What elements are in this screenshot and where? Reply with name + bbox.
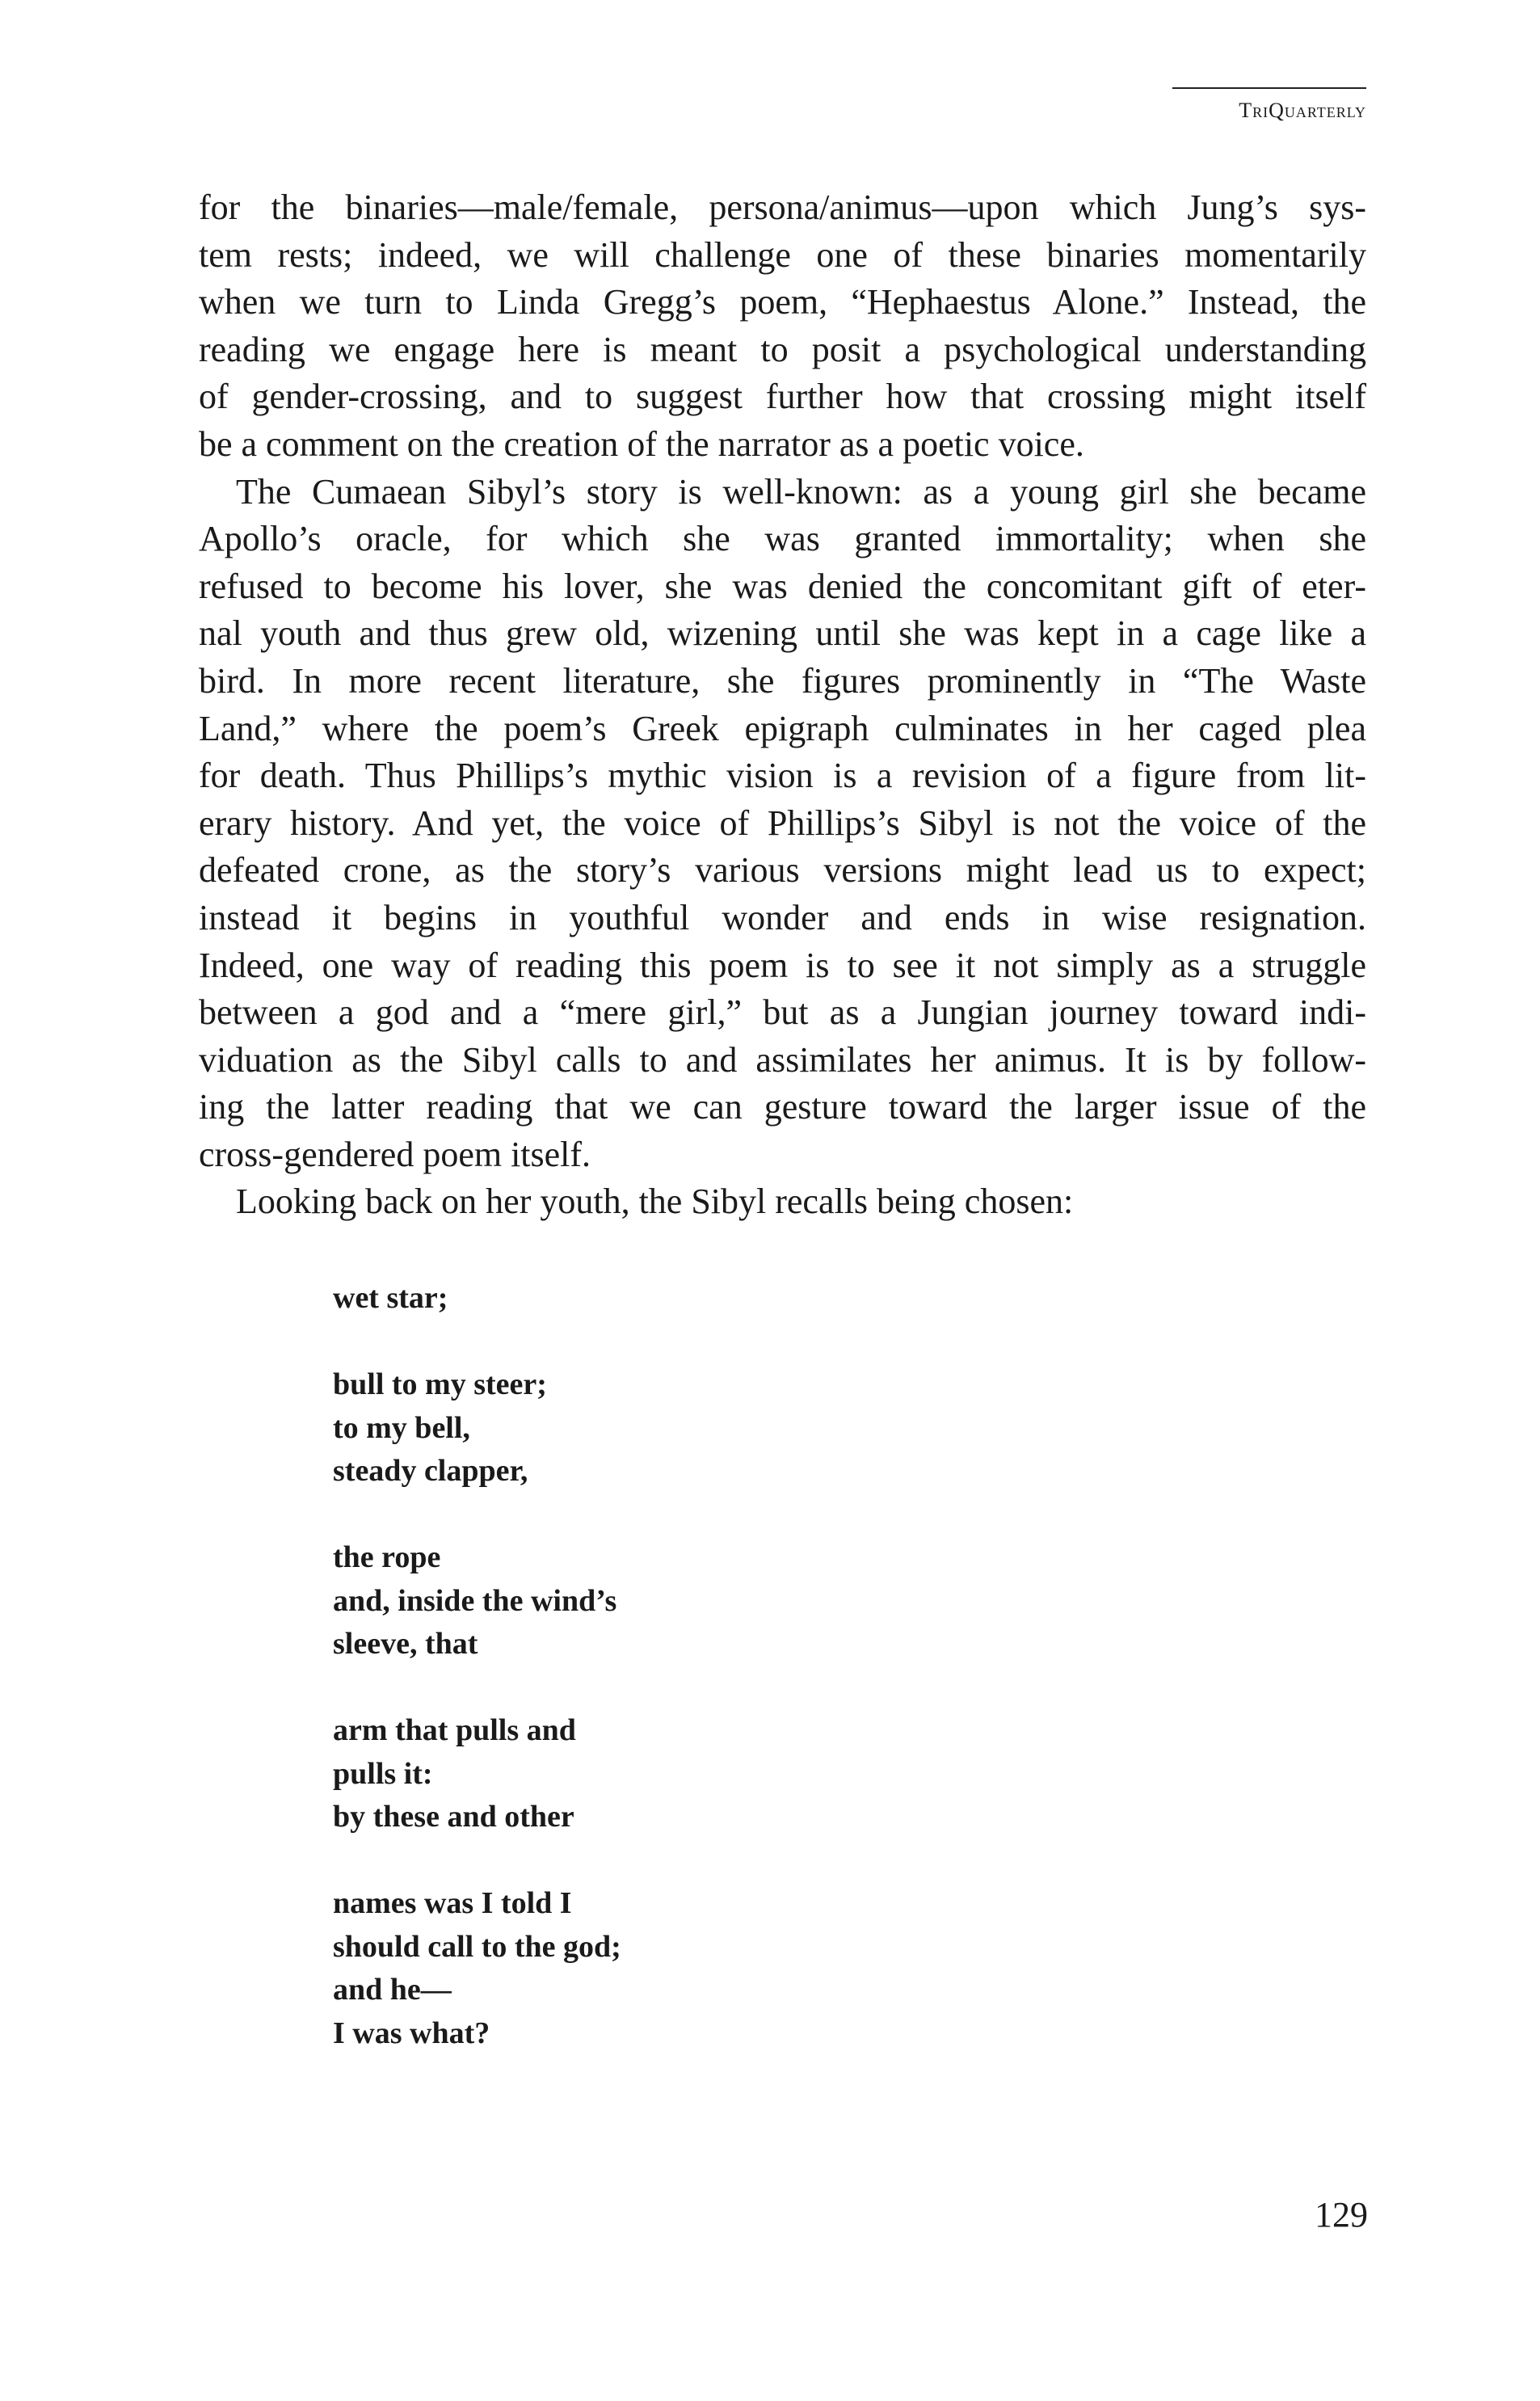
text-line: Land,” where the poem’s Greek epigraph culminates in her caged plea bbox=[199, 708, 1366, 748]
running-head bbox=[1172, 87, 1366, 123]
text-line: erary history. And yet, the voice of Phillips’s Sibyl is not the voice of the bbox=[199, 802, 1366, 843]
poem-line: names was I told I bbox=[333, 1886, 572, 1920]
text-line: for the binaries—male/female, persona/animus—upon which Jung’s sys- bbox=[199, 187, 1366, 227]
stanza-break bbox=[333, 1321, 621, 1364]
text-line: Indeed, one way of reading this poem is to see it not simply as a struggle bbox=[199, 945, 1366, 985]
poem-line: bull to my steer; bbox=[333, 1367, 547, 1401]
text-line: nal youth and thus grew old, wizening until she was kept in a cage like a bbox=[199, 613, 1366, 654]
poem-line: wet star; bbox=[333, 1281, 448, 1315]
poem-line: by these and other bbox=[333, 1800, 574, 1834]
poem-line: to my bell, bbox=[333, 1410, 470, 1445]
text-line: reading we engage here is meant to posit a psychological understanding bbox=[199, 329, 1366, 369]
text-line: between a god and a “mere girl,” but as a Jungian journey toward indi- bbox=[199, 992, 1366, 1033]
stanza-break bbox=[333, 1666, 621, 1710]
text-line: Apollo’s oracle, for which she was granted immortality; when she bbox=[199, 519, 1366, 559]
text-line: tem rests; indeed, we will challenge one of these binaries momentarily bbox=[199, 234, 1366, 275]
text-line: ing the latter reading that we can gesture toward the larger issue of the bbox=[199, 1087, 1366, 1127]
text-line: refused to become his lover, she was denied the concomitant gift of eter- bbox=[199, 566, 1366, 606]
poem-line: and, inside the wind’s bbox=[333, 1583, 617, 1618]
poem-line: pulls it: bbox=[333, 1756, 433, 1791]
text-line: for death. Thus Phillips’s mythic vision is a revision of a figure from lit- bbox=[199, 756, 1366, 796]
page-number: 129 bbox=[1315, 2195, 1368, 2235]
poem-line: steady clapper, bbox=[333, 1454, 528, 1488]
text-line: cross-gendered poem itself. bbox=[199, 1134, 591, 1174]
text-line: Looking back on her youth, the Sibyl recalls being chosen: bbox=[236, 1182, 1074, 1222]
journal-title: TriQuarterly bbox=[1239, 99, 1366, 122]
text-line: viduation as the Sibyl calls to and assimilates her animus. It is by follow- bbox=[199, 1039, 1366, 1080]
poem-line: should call to the god; bbox=[333, 1929, 621, 1964]
paragraph bbox=[199, 184, 1366, 469]
header-rule bbox=[1172, 87, 1366, 89]
text-line: instead it begins in youthful wonder and ends in wise resignation. bbox=[199, 897, 1366, 937]
paragraph bbox=[199, 469, 1366, 1179]
poem-excerpt bbox=[333, 1277, 621, 2055]
text-line: bird. In more recent literature, she figures prominently in “The Waste bbox=[199, 660, 1366, 701]
body-text bbox=[199, 184, 1366, 1226]
poem-line: I was what? bbox=[333, 2016, 490, 2050]
text-line: when we turn to Linda Gregg’s poem, “Hephaestus Alone.” Instead, the bbox=[199, 282, 1366, 322]
stanza-break bbox=[333, 1493, 621, 1537]
text-line: The Cumaean Sibyl’s story is well-known: as a young girl she became bbox=[236, 471, 1366, 512]
poem-line: arm that pulls and bbox=[333, 1713, 576, 1747]
paragraph bbox=[199, 1178, 1366, 1226]
poem-line: the rope bbox=[333, 1540, 441, 1574]
text-line: of gender-crossing, and to suggest further how that crossing might itself bbox=[199, 377, 1366, 417]
text-line: be a comment on the creation of the narrator as a poetic voice. bbox=[199, 423, 1084, 464]
poem-line: and he— bbox=[333, 1973, 452, 2007]
stanza-break bbox=[333, 1839, 621, 1883]
text-line: defeated crone, as the story’s various versions might lead us to expect; bbox=[199, 850, 1366, 891]
poem-line: sleeve, that bbox=[333, 1627, 478, 1661]
